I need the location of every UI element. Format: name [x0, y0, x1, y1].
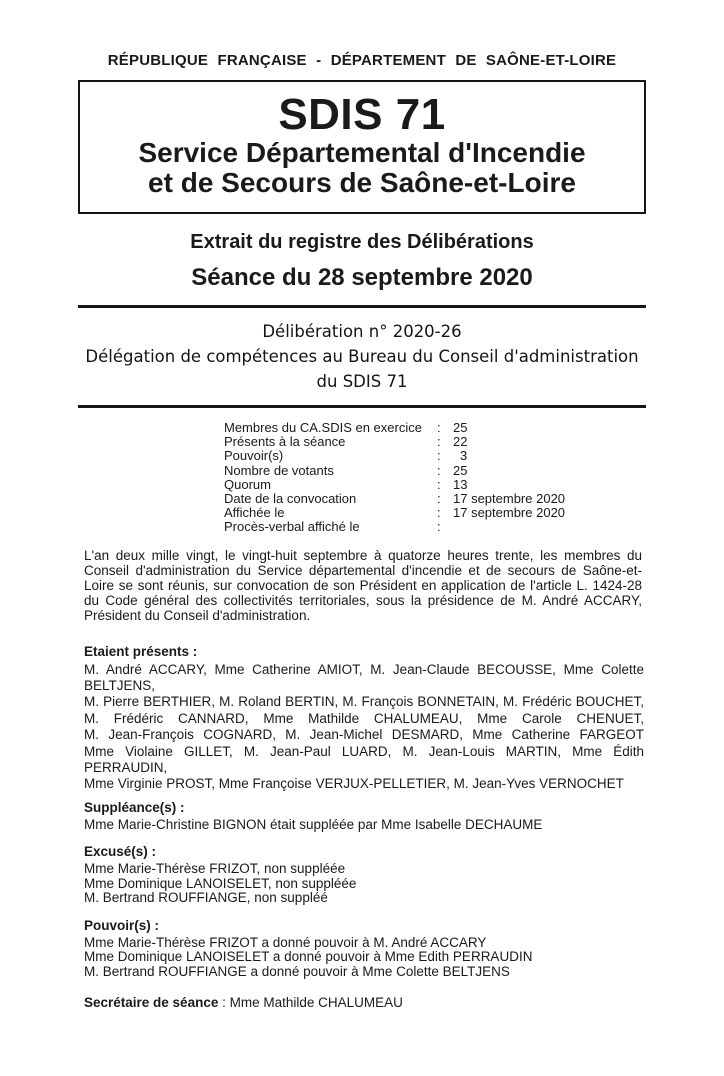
suppleance-heading: Suppléance(s) :: [84, 799, 185, 815]
proxy-line: Mme Dominique LANOISELET a donné pouvoir à Mme Edith PERRAUDIN: [84, 949, 533, 965]
stat-colon: :: [437, 419, 441, 435]
stat-value: 25: [453, 419, 468, 435]
stat-value: 3: [460, 448, 468, 464]
secretary-line: [78, 995, 646, 1010]
stat-value: 17 septembre 2020: [453, 490, 566, 506]
stat-label: Quorum: [224, 476, 271, 492]
excused-line: Mme Dominique LANOISELET, non suppléée: [84, 875, 357, 891]
present-heading: Etaient présents :: [84, 643, 198, 659]
deliberation-subject-line1: Délégation de compétences au Bureau du Conseil d'administration: [85, 346, 639, 366]
excused-line: Mme Marie-Thérèse FRIZOT, non suppléée: [84, 861, 346, 877]
stat-colon: :: [437, 519, 441, 535]
stat-label: Date de la convocation: [224, 490, 357, 506]
stat-value: 25: [453, 462, 468, 478]
stat-value: 22: [453, 434, 468, 450]
secretary-label: Secrétaire de séance: [84, 995, 219, 1011]
stat-colon: :: [437, 448, 441, 464]
deliberation-block: [78, 319, 646, 394]
stat-value: 13: [453, 476, 468, 492]
present-line: M. Frédéric CANNARD, Mme Mathilde CHALUMEAU, Mme Carole CHENUET,: [84, 710, 644, 726]
stat-label: Présents à la séance: [224, 434, 346, 450]
suppleance-list: [78, 818, 646, 833]
stat-label: Membres du CA.SDIS en exercice: [224, 419, 422, 435]
secretary-value: : Mme Mathilde CHALUMEAU: [218, 995, 403, 1011]
separator-line-top: [78, 305, 646, 308]
org-title: SDIS 71: [278, 90, 446, 139]
preamble-paragraph: L'an deux mille vingt, le vingt-huit septembre à quatorze heures trente, les membres du Conseil d'administration du Service départemental d'incendie et de secours de Saône-et-Loire se sont réunis, sur convocation de son Président en application de l'article L. 1424-28 du Code général des collectivités territoriales, sous la présidence de M. André ACCARY, Président du Conseil d'administration.: [84, 547, 642, 624]
suppleance-line: Mme Marie-Christine BIGNON était suppléée par Mme Isabelle DECHAUME: [84, 816, 543, 832]
republic-header: RÉPUBLIQUE FRANÇAISE - DÉPARTEMENT DE SAÔNE-ET-LOIRE: [107, 52, 617, 69]
stat-row-quorum: [224, 478, 646, 492]
document-page: [78, 52, 646, 1010]
proxy-line: Mme Marie-Thérèse FRIZOT a donné pouvoir à M. André ACCARY: [84, 934, 487, 950]
stat-label: Procès-verbal affiché le: [224, 519, 360, 535]
present-list: [78, 662, 646, 793]
title-box: [78, 80, 646, 214]
stat-row-voters: [224, 464, 646, 478]
excused-line: M. Bertrand ROUFFIANGE, non suppléé: [84, 890, 328, 906]
stat-colon: :: [437, 462, 441, 478]
proxy-line: M. Bertrand ROUFFIANGE a donné pouvoir à Mme Colette BELTJENS: [84, 963, 510, 979]
proxy-heading: Pouvoir(s) :: [84, 917, 160, 933]
stat-colon: :: [437, 434, 441, 450]
stat-label: Affichée le: [224, 505, 285, 521]
stat-row-minutes-posted: [224, 520, 646, 534]
deliberation-number: Délibération n° 2020-26: [262, 321, 462, 341]
excused-list: [78, 862, 646, 906]
present-line: Mme Virginie PROST, Mme Françoise VERJUX-PELLETIER, M. Jean-Yves VERNOCHET: [84, 776, 624, 792]
org-subtitle-line1: Service Départemental d'Incendie: [138, 136, 586, 168]
present-line: M. André ACCARY, Mme Catherine AMIOT, M. Jean-Claude BECOUSSE, Mme Colette BELTJENS,: [84, 661, 644, 693]
stat-value: 17 septembre 2020: [453, 505, 566, 521]
present-line: M. Jean-François COGNARD, M. Jean-Michel DESMARD, Mme Catherine FARGEOT: [84, 727, 644, 743]
stat-row-proxies: [224, 449, 646, 463]
stat-colon: :: [437, 476, 441, 492]
stats-table: [224, 421, 646, 535]
stat-label: Nombre de votants: [224, 462, 334, 478]
present-line: Mme Violaine GILLET, M. Jean-Paul LUARD, M. Jean-Louis MARTIN, Mme Édith PERRAUDIN,: [84, 743, 644, 775]
proxy-list: [78, 936, 646, 980]
deliberation-subject-line2: du SDIS 71: [316, 371, 408, 391]
stat-colon: :: [437, 490, 441, 506]
stat-row-members: [224, 421, 646, 435]
org-subtitle-line2: et de Secours de Saône-et-Loire: [148, 167, 576, 199]
separator-line-bottom: [78, 405, 646, 408]
excused-heading: Excusé(s) :: [84, 844, 157, 860]
present-line: M. Pierre BERTHIER, M. Roland BERTIN, M. François BONNETAIN, M. Frédéric BOUCHET,: [84, 694, 644, 710]
stat-row-posted-date: [224, 506, 646, 520]
extract-title: Extrait du registre des Délibérations: [190, 230, 534, 253]
stat-row-present: [224, 435, 646, 449]
stat-label: Pouvoir(s): [224, 448, 284, 464]
stat-colon: :: [437, 505, 441, 521]
stat-row-convocation-date: [224, 492, 646, 506]
session-title: Séance du 28 septembre 2020: [191, 263, 533, 291]
